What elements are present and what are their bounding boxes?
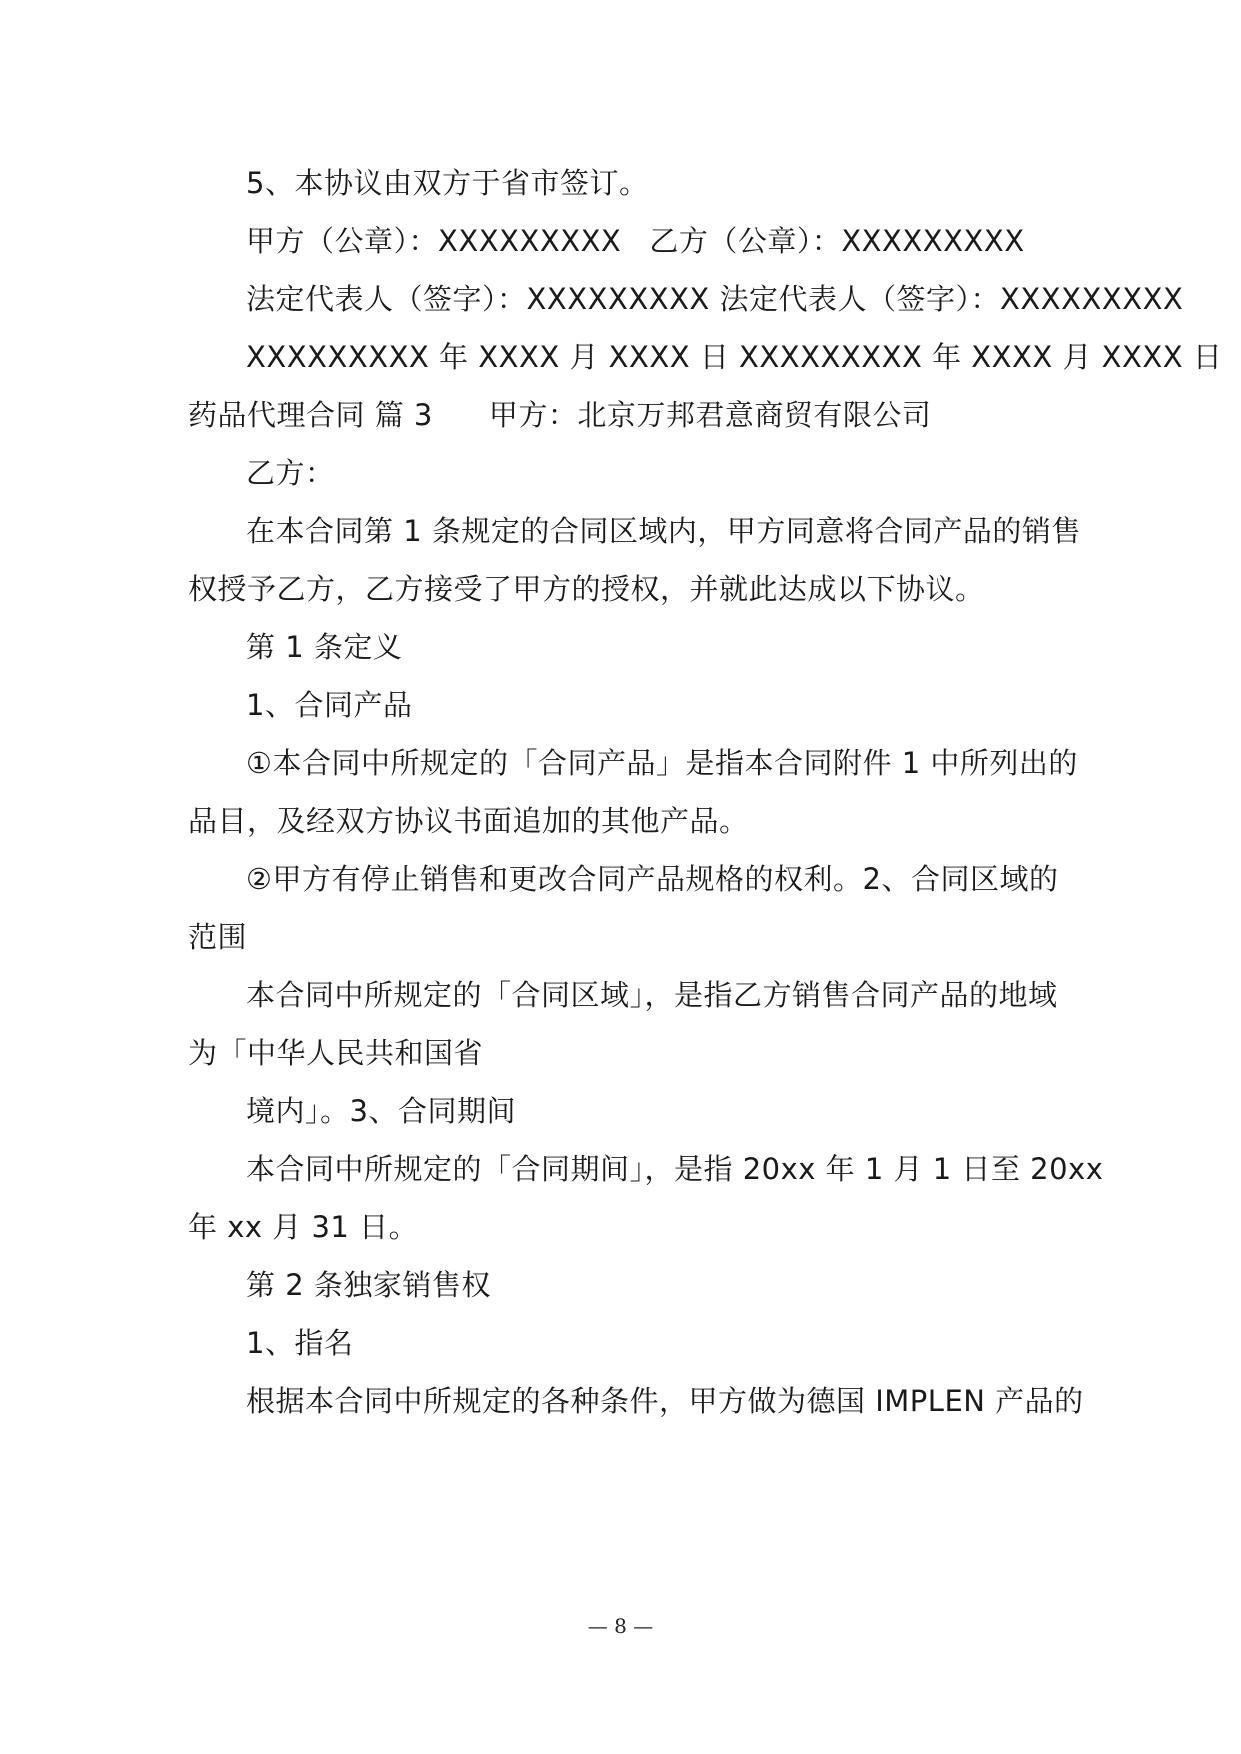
party-b-seal: 乙方（公章）：XXXXXXXXX [649,224,1025,258]
page-number: — 8 — [587,1614,654,1638]
text-line: 第 2 条独家销售权 [246,1268,491,1302]
text-line: 乙方： [246,456,335,490]
text-line: 第 1 条定义 [246,630,403,664]
text-line: 境内」。3、合同期间 [246,1094,516,1128]
text-line: ①本合同中所规定的「合同产品」是指本合同附件 1 中所列出的 [246,746,1078,780]
text-line: 本合同中所规定的「合同期间」，是指 20xx 年 1 月 1 日至 20xx [246,1152,1104,1186]
text-line: 1、合同产品 [246,688,413,722]
text-line: 本合同中所规定的「合同区域」，是指乙方销售合同产品的地域 [246,978,1058,1012]
text-line: 1、指名 [246,1326,354,1360]
party-a-date: XXXXXXXXX 年 XXXX 月 XXXX 日 [246,340,730,374]
party-a-seal: 甲方（公章）：XXXXXXXXX [246,224,622,258]
text-line: 为「中华人民共和国省 [188,1036,484,1070]
text-line: 5、本协议由双方于省市签订。 [246,166,649,200]
text-line: 年 xx 月 31 日。 [188,1210,419,1244]
text-line: 权授予乙方，乙方接受了甲方的授权，并就此达成以下协议。 [188,572,985,606]
text-line [246,221,1025,261]
text-line [246,337,1222,377]
party-a-representative: 法定代表人（签字）：XXXXXXXXX [246,282,710,316]
text-line: 品目，及经双方协议书面追加的其他产品。 [188,804,749,838]
text-line: 范围 [188,920,248,954]
section-title: 药品代理合同 篇 3 [188,398,433,432]
party-b-representative: 法定代表人（签字）：XXXXXXXXX [719,282,1184,316]
text-line: ②甲方有停止销售和更改合同产品规格的权利。2、合同区域的 [246,862,1059,896]
text-line [246,279,1183,319]
text-line: 在本合同第 1 条规定的合同区域内，甲方同意将合同产品的销售 [246,514,1081,548]
text-line: 根据本合同中所规定的各种条件，甲方做为德国 IMPLEN 产品的 [246,1384,1084,1418]
text-line [188,395,931,435]
party-b-date: XXXXXXXXX 年 XXXX 月 XXXX 日 [739,340,1223,374]
party-a-name: 甲方：北京万邦君意商贸有限公司 [488,398,932,432]
